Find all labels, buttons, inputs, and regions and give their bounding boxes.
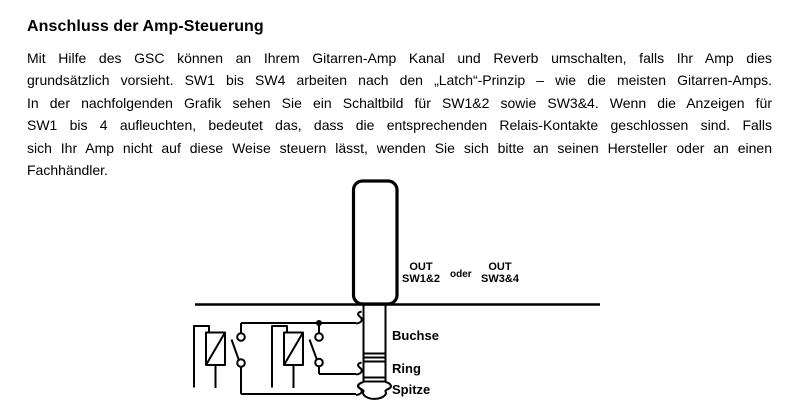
relay-coil-1 (194, 326, 225, 388)
sleeve-label: Buchse (392, 328, 439, 343)
sleeve-contact-hook (356, 312, 362, 324)
paragraph-line: sich Ihr Amp nicht auf diese Weise steuern lässt, wenden Sie sich bitte an seinen Hersteller oder an einen (27, 139, 772, 156)
oder-label: oder (450, 269, 472, 280)
out-sw34-line2: SW3&4 (481, 273, 519, 285)
junction-dot (316, 320, 322, 326)
ring-contact-hook (356, 363, 362, 375)
ring-label: Ring (392, 361, 421, 376)
tip-label: Spitze (392, 382, 431, 397)
out-sw12-line1: OUT (409, 261, 433, 273)
out-sw34-label (477, 261, 523, 285)
page-title: Anschluss der Amp-Steuerung (27, 18, 264, 35)
paragraph-line: In der nachfolgenden Grafik sehen Sie ein Schaltbild für SW1&2 sowie SW3&4. Wenn die Anzeigen für (27, 94, 772, 111)
relay-coil-2 (272, 326, 303, 388)
paragraph-line: SW1 bis 4 aufleuchten, bedeutet das, dass die entsprechenden Relais-Kontakte geschlossen sind. Falls (27, 117, 772, 134)
paragraph-line: grundsätzlich vorsieht. SW1 bis SW4 arbeiten nach den „Latch“-Prinzip – wie die meisten Gitarren-Amps. (27, 72, 772, 89)
paragraph-line: Mit Hilfe des GSC können an Ihrem Gitarren-Amp Kanal und Reverb umschalten, falls Ihr Amp dies (27, 50, 772, 66)
jack-tip (358, 382, 391, 399)
out-sw12-line2: SW1&2 (402, 273, 440, 285)
relay-switch-1 (232, 323, 245, 394)
jack-shaft (364, 304, 386, 382)
plug-body (354, 181, 398, 304)
out-sw34-line1: OUT (488, 261, 512, 273)
relay-switch-2 (310, 323, 323, 374)
out-sw12-label (398, 261, 444, 285)
paragraph-line: Fachhändler. (27, 162, 108, 179)
